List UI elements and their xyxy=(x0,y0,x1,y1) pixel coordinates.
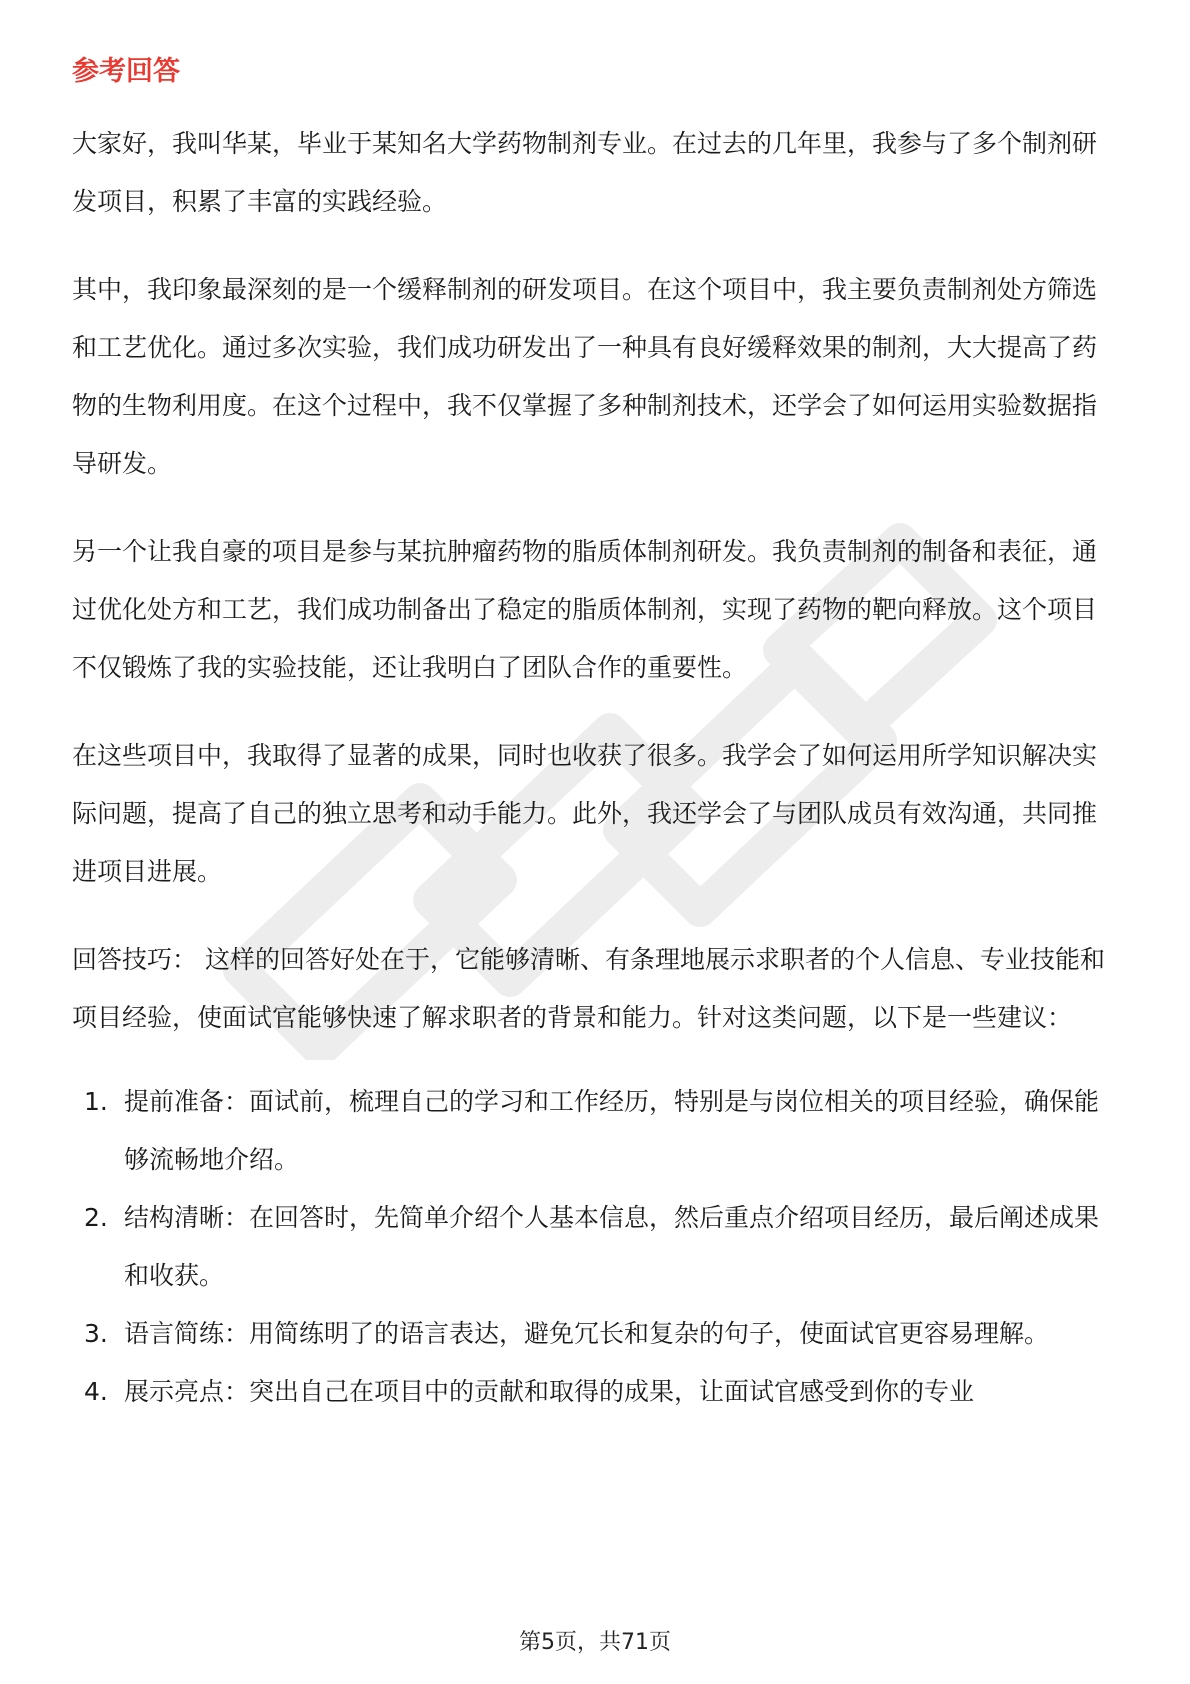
list-item-number: 4. xyxy=(84,1377,108,1406)
tips-list xyxy=(72,1073,1120,1421)
paragraph-project-1: 其中，我印象最深刻的是一个缓释制剂的研发项目。在这个项目中，我主要负责制剂处方筛选和工艺优化。通过多次实验，我们成功研发出了一种具有良好缓释效果的制剂，大大提高了药物的生物利用度。在这个过程中，我不仅掌握了多种制剂技术，还学会了如何运用实验数据指导研发。 xyxy=(72,275,1098,478)
list-item-number: 2. xyxy=(84,1203,108,1232)
list-item-label: 展示亮点： xyxy=(124,1377,250,1406)
list-item-label: 语言简练： xyxy=(124,1319,250,1348)
list-item xyxy=(72,1305,1120,1363)
paragraph-intro: 大家好，我叫华某，毕业于某知名大学药物制剂专业。在过去的几年里，我参与了多个制剂研发项目，积累了丰富的实践经验。 xyxy=(72,129,1098,216)
paragraph-project-2: 另一个让我自豪的项目是参与某抗肿瘤药物的脂质体制剂研发。我负责制剂的制备和表征，通过优化处方和工艺，我们成功制备出了稳定的脂质体制剂，实现了药物的靶向释放。这个项目不仅锻炼了我的实验技能，还让我明白了团队合作的重要性。 xyxy=(72,537,1098,682)
list-item xyxy=(72,1073,1120,1189)
list-item-number: 3. xyxy=(84,1319,108,1348)
list-item xyxy=(72,1189,1120,1305)
main-content xyxy=(72,115,1120,1421)
list-item xyxy=(72,1363,1120,1421)
paragraph-results: 在这些项目中，我取得了显著的成果，同时也收获了很多。我学会了如何运用所学知识解决实际问题，提高了自己的独立思考和动手能力。此外，我还学会了与团队成员有效沟通，共同推进项目进展。 xyxy=(72,741,1098,886)
list-item-text: 在回答时，先简单介绍个人基本信息，然后重点介绍项目经历，最后阐述成果和收获。 xyxy=(124,1203,1100,1290)
list-item-text: 面试前，梳理自己的学习和工作经历，特别是与岗位相关的项目经验，确保能够流畅地介绍。 xyxy=(124,1087,1100,1174)
list-item-label: 结构清晰： xyxy=(124,1203,250,1232)
list-item-label: 提前准备： xyxy=(124,1087,250,1116)
paragraph-tips-intro: 回答技巧： 这样的回答好处在于，它能够清晰、有条理地展示求职者的个人信息、专业技能和项目经验，使面试官能够快速了解求职者的背景和能力。针对这类问题，以下是一些建议： xyxy=(72,945,1105,1032)
list-item-text: 用简练明了的语言表达，避免冗长和复杂的句子，使面试官更容易理解。 xyxy=(249,1319,1050,1348)
list-item-text: 突出自己在项目中的贡献和取得的成果，让面试官感受到你的专业 xyxy=(249,1377,975,1406)
page-footer: 第5页，共71页 xyxy=(519,1630,671,1655)
section-heading: 参考回答 xyxy=(72,56,180,87)
list-item-number: 1. xyxy=(84,1087,108,1116)
